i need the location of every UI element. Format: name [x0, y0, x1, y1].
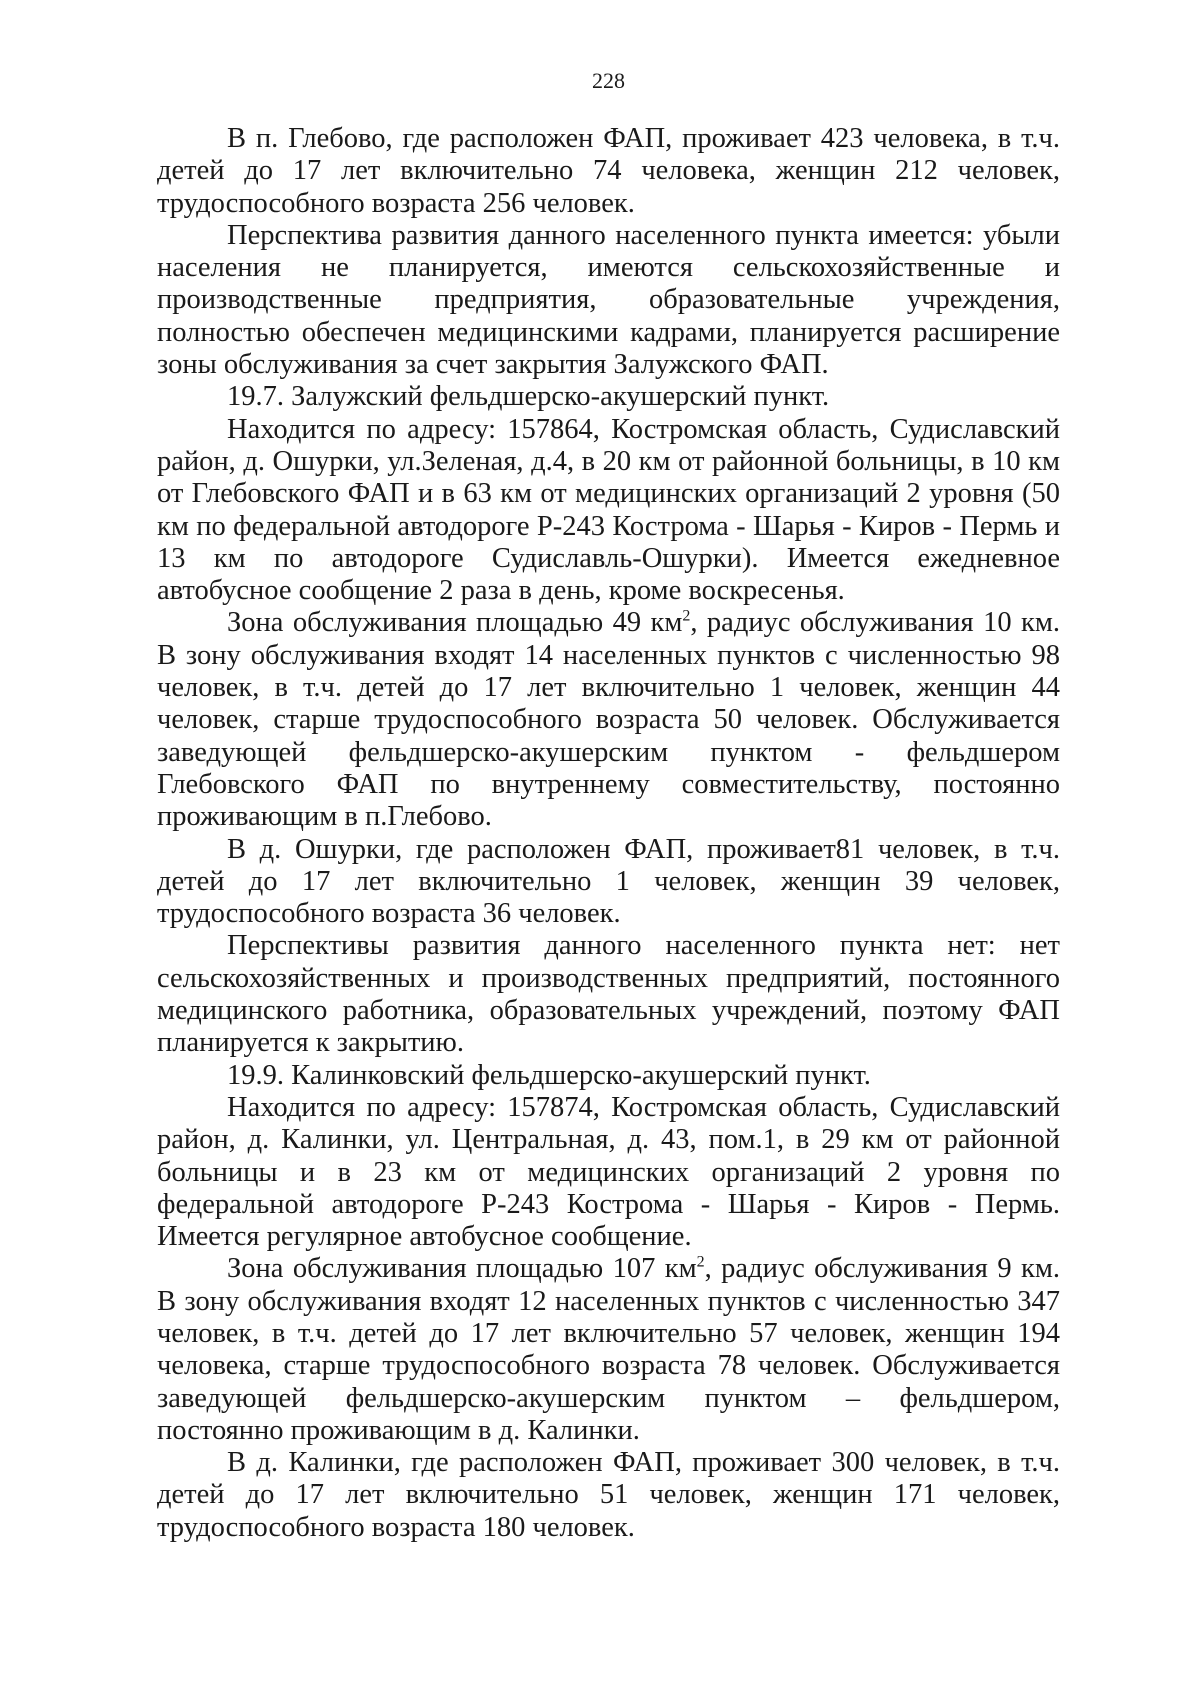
document-body: [157, 123, 1060, 1544]
paragraph-oshurki-perspective: Перспективы развития данного населенного пункта нет: нет сельскохозяйственных и производственных предприятий, постоянного медицинского работника, образовательных учреждений, поэтому ФАП планируется к закрытию.: [157, 930, 1060, 1059]
service-zone-text-start: Зона обслуживания площадью 49 км: [227, 607, 683, 639]
paragraph-glebovo-perspective: Перспектива развития данного населенного пункта имеется: убыли населения не планируется, имеются сельскохозяйственные и производственные предприятия, образовательные учреждения, полностью обеспечен медицинскими кадрами, планируется расширение зоны обслуживания за счет закрытия Залужского ФАП.: [157, 219, 1060, 381]
paragraph-kalinkovsky-address: Находится по адресу: 157874, Костромская область, Судиславский район, д. Калинки, ул. Центральная, д. 43, пом.1, в 29 км от районной больницы и в 23 км от медицинских организаций 2 уровня по федеральной автодороге Р-243 Кострома - Шарья - Киров - Пермь. Имеется регулярное автобусное сообщение.: [157, 1091, 1060, 1253]
paragraph-zaluzhsky-address: Находится по адресу: 157864, Костромская область, Судиславский район, д. Ошурки, ул.Зеленая, д.4, в 20 км от районной больницы, в 10 км от Глебовского ФАП и в 63 км от медицинских организаций 2 уровня (50 км по федеральной автодороге Р-243 Кострома - Шарья - Киров - Пермь и 13 км по автодороге Судиславль-Ошурки). Имеется ежедневное автобусное сообщение 2 раза в день, кроме воскресенья.: [157, 413, 1060, 607]
paragraph-glebovo-population: В п. Глебово, где расположен ФАП, проживает 423 человека, в т.ч. детей до 17 лет включительно 74 человека, женщин 212 человек, трудоспособного возраста 256 человек.: [157, 123, 1060, 219]
paragraph-zaluzhsky-service-zone: [157, 607, 1060, 833]
paragraph-oshurki-population: В д. Ошурки, где расположен ФАП, проживает81 человек, в т.ч. детей до 17 лет включительно 1 человек, женщин 39 человек, трудоспособного возраста 36 человек.: [157, 833, 1060, 930]
section-heading-kalinkovsky: 19.9. Калинковский фельдшерско-акушерский пункт.: [227, 1059, 871, 1091]
service-zone-text-end: , радиус обслуживания 10 км. В зону обслуживания входят 14 населенных пунктов с численностью 98 человек, в т.ч. детей до 17 лет включительно 1 человек, женщин 44 человек, старше трудоспособного возраста 50 человек. Обслуживается заведующей фельдшерско-акушерским пунктом - фельдшером Глебовского ФАП по внутреннему совместительству, постоянно проживающим в п.Глебово.: [157, 607, 1061, 833]
service-zone-text-end: , радиус обслуживания 9 км. В зону обслуживания входят 12 населенных пунктов с численностью 347 человек, в т.ч. детей до 17 лет включительно 57 человек, женщин 194 человека, старше трудоспособного возраста 78 человек. Обслуживается заведующей фельдшерско-акушерским пунктом – фельдшером, постоянно проживающим в д. Калинки.: [157, 1253, 1061, 1446]
section-heading-zaluzhsky: 19.7. Залужский фельдшерско-акушерский пункт.: [227, 381, 830, 413]
superscript-squared: 2: [682, 607, 691, 625]
paragraph-kalinki-population: В д. Калинки, где расположен ФАП, проживает 300 человек, в т.ч. детей до 17 лет включительно 51 человек, женщин 171 человек, трудоспособного возраста 180 человек.: [157, 1447, 1060, 1543]
paragraph-kalinkovsky-service-zone: [157, 1253, 1060, 1447]
superscript-squared: 2: [696, 1253, 705, 1271]
page-number: 228: [592, 68, 625, 93]
service-zone-text-start: Зона обслуживания площадью 107 км: [227, 1253, 697, 1285]
